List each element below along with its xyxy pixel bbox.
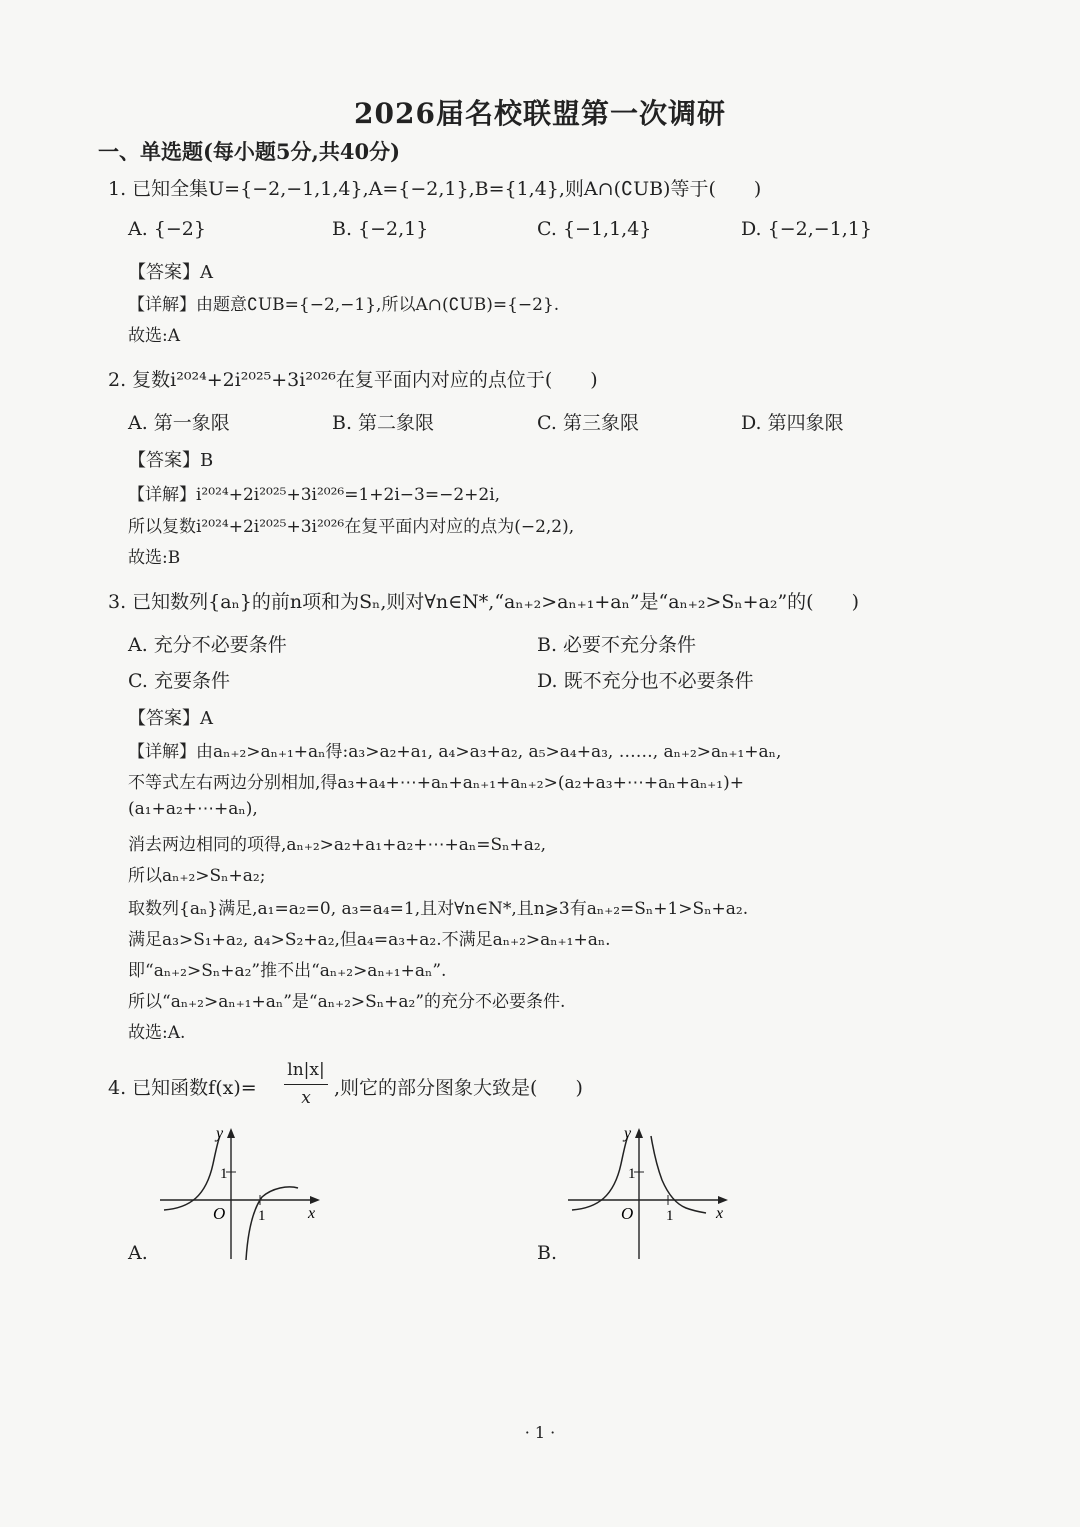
curve-right-branch (651, 1136, 706, 1213)
curve-left-branch (164, 1136, 220, 1210)
question-3-conclusion: 故选:A. (128, 1023, 186, 1043)
question-3-detail-line: 不等式左右两边分别相加,得a₃+a₄+⋯+aₙ+aₙ₊₁+aₙ₊₂>(a₂+a₃+⋯+aₙ+aₙ₊₁)+ (128, 773, 744, 793)
question-4-fraction-denominator: x (301, 1088, 311, 1108)
question-4-fraction-numerator: ln|x| (287, 1060, 325, 1080)
question-1-option-b: B. {−2,1} (332, 218, 429, 240)
question-3-option-d: D. 既不充分也不必要条件 (537, 670, 754, 692)
curve-left-branch (572, 1136, 628, 1210)
question-3-detail-line: 所以“aₙ₊₂>aₙ₊₁+aₙ”是“aₙ₊₂>Sₙ+a₂”的充分不必要条件. (128, 992, 566, 1012)
question-2-option-b: B. 第二象限 (332, 412, 435, 434)
question-2-detail-1: 【详解】i²⁰²⁴+2i²⁰²⁵+3i²⁰²⁶=1+2i−3=−2+2i, (128, 485, 501, 505)
question-3-detail-line: 所以aₙ₊₂>Sₙ+a₂; (128, 866, 266, 886)
question-3-option-a: A. 充分不必要条件 (128, 634, 287, 656)
page-number: · 1 · (524, 1423, 556, 1442)
question-1-answer: 【答案】A (128, 262, 213, 283)
y-axis-label: y (216, 1125, 224, 1142)
question-2-stem: 2. 复数i²⁰²⁴+2i²⁰²⁵+3i²⁰²⁶在复平面内对应的点位于( ) (108, 369, 598, 391)
graph-b (558, 1118, 738, 1267)
question-2-option-a: A. 第一象限 (128, 412, 230, 434)
question-3-detail-line: 即“aₙ₊₂>Sₙ+a₂”推不出“aₙ₊₂>aₙ₊₁+aₙ”. (128, 961, 447, 981)
question-4-stem-suffix: ,则它的部分图象大致是( ) (334, 1077, 583, 1099)
y-axis-label: y (624, 1125, 632, 1142)
question-3-answer: 【答案】A (128, 708, 213, 729)
x-axis-label: x (308, 1205, 316, 1222)
section-heading: 一、单选题(每小题5分,共40分) (98, 139, 401, 164)
graph-b-label: B. (537, 1242, 558, 1264)
question-2-answer: 【答案】B (128, 450, 214, 471)
question-3-option-b: B. 必要不充分条件 (537, 634, 697, 656)
y-axis-arrow-icon (227, 1128, 235, 1138)
y-one-label: 1 (220, 1166, 228, 1182)
question-2-conclusion: 故选:B (128, 548, 181, 568)
question-1-option-d: D. {−2,−1,1} (741, 218, 872, 240)
graph-a (150, 1118, 330, 1267)
x-axis-label: x (716, 1205, 724, 1222)
question-3-detail-line: 满足a₃>S₁+a₂, a₄>S₂+a₂,但a₄=a₃+a₂.不满足aₙ₊₂>aₙ₊₁+aₙ. (128, 930, 611, 950)
question-1-stem: 1. 已知全集U={−2,−1,1,4},A={−2,1},B={1,4},则A∩(∁UB)等于( ) (108, 178, 762, 200)
x-one-label: 1 (666, 1208, 674, 1224)
question-2-detail-2: 所以复数i²⁰²⁴+2i²⁰²⁵+3i²⁰²⁶在复平面内对应的点为(−2,2), (128, 517, 575, 537)
question-1-option-a: A. {−2} (128, 218, 206, 240)
curve-right-branch (246, 1187, 298, 1260)
fraction-bar (284, 1084, 328, 1085)
question-2-option-d: D. 第四象限 (741, 412, 844, 434)
question-3-detail-line: 取数列{aₙ}满足,a₁=a₂=0, a₃=a₄=1,且对∀n∈N*,且n⩾3有aₙ₊₂=Sₙ+1>Sₙ+a₂. (128, 899, 749, 919)
question-1-option-c: C. {−1,1,4} (537, 218, 652, 240)
x-axis-arrow-icon (718, 1196, 728, 1204)
question-3-option-c: C. 充要条件 (128, 670, 230, 692)
question-3-detail-line: (a₁+a₂+⋯+aₙ), (128, 799, 258, 819)
question-1-conclusion: 故选:A (128, 326, 181, 346)
question-3-detail-line: 【详解】由aₙ₊₂>aₙ₊₁+aₙ得:a₃>a₂+a₁, a₄>a₃+a₂, a₅>a₄+a₃, ……, aₙ₊₂>aₙ₊₁+aₙ, (128, 742, 782, 762)
origin-label: O (213, 1204, 226, 1223)
question-3-stem: 3. 已知数列{aₙ}的前n项和为Sₙ,则对∀n∈N*,“aₙ₊₂>aₙ₊₁+aₙ”是“aₙ₊₂>Sₙ+a₂”的( ) (108, 591, 860, 613)
y-axis-arrow-icon (635, 1128, 643, 1138)
question-3-detail-line: 消去两边相同的项得,aₙ₊₂>a₂+a₁+a₂+⋯+aₙ=Sₙ+a₂, (128, 835, 547, 855)
question-1-detail: 【详解】由题意∁UB={−2,−1},所以A∩(∁UB)={−2}. (128, 295, 560, 315)
origin-label: O (621, 1204, 634, 1223)
graph-a-label: A. (128, 1242, 148, 1264)
question-2-option-c: C. 第三象限 (537, 412, 639, 434)
x-axis-arrow-icon (310, 1196, 320, 1204)
y-one-label: 1 (628, 1166, 636, 1182)
page-title: 2026届名校联盟第一次调研 (354, 97, 726, 130)
x-one-label: 1 (258, 1208, 266, 1224)
question-4-stem-prefix: 4. 已知函数f(x)= (108, 1077, 257, 1099)
